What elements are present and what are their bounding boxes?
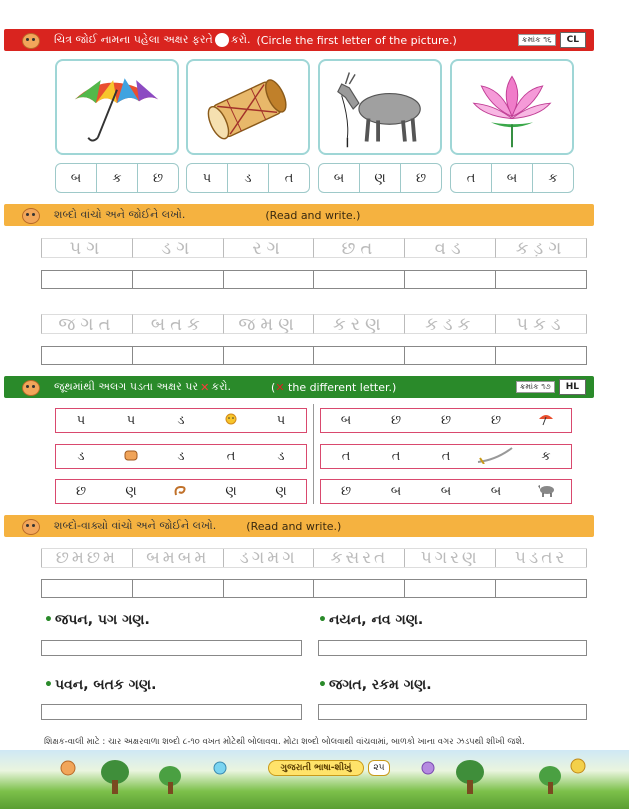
section4-english: (Read and write.) [246,519,342,533]
section2-header [4,204,594,226]
trace-word: જમણ [223,314,314,334]
group-letter[interactable]: છ [440,413,452,428]
landscape-icon [0,750,629,809]
drum-icon [188,61,308,153]
sun-icon [206,411,256,431]
option-letter[interactable]: ડ [228,164,269,192]
group-letter[interactable]: છ [75,484,87,499]
group-letter[interactable]: ડ [277,449,285,464]
group-letter[interactable]: ત [341,449,351,464]
picture-goat [318,59,442,155]
circle-icon [215,33,229,47]
trace-word: કસરત [313,549,404,567]
write-cell[interactable] [314,580,405,597]
letter-group-right-3 [320,479,572,504]
group-letter[interactable]: બ [440,484,452,499]
picture-umbrella [55,59,179,155]
lotus-icon [452,61,572,153]
option-letter[interactable]: ણ [360,164,401,192]
book-tag: ગુજરાતી ભાષા-શીખું [268,760,364,776]
sentence-1: • જપન, પગ ગણ. [44,612,150,628]
letter-group-right-1 [320,408,572,433]
group-letter[interactable]: ડ [177,449,185,464]
umbrella-icon [521,411,571,431]
group-letter[interactable]: ણ [225,484,237,499]
trace-word: રગ [223,238,314,258]
group-letter[interactable]: બ [340,413,352,428]
english-cross: ✕ [275,380,285,394]
section3-header [4,376,594,398]
letter-group-left-2 [55,444,307,469]
trace-word: પકડ [495,314,587,334]
trace-word: પગ [41,238,132,258]
sentence-3: • પવન, બતક ગણ. [44,677,156,693]
group-letter[interactable]: બ [390,484,402,499]
badge-number: ક્રમાંક ૧૭ [516,381,555,393]
option-letter[interactable]: બ [492,164,533,192]
section3-english [271,381,396,394]
badge-code: HL [559,379,586,395]
column-divider [313,404,314,504]
options-lotus [450,163,574,193]
option-letter[interactable]: ત [284,170,294,186]
group-letter[interactable]: ક [541,449,551,464]
group-letter[interactable]: ડ [77,449,85,464]
option-letter[interactable]: ક [548,170,558,186]
sword-icon [471,446,521,468]
mascot-icon [18,377,44,397]
write-cell[interactable] [496,580,586,597]
section1-instruction-end: કરો. [230,33,251,46]
footer-scenery [0,750,629,809]
section4-instruction: શબ્દો-વાક્યો વાંચો અને જોઈને લખો. [54,519,217,532]
group-letter[interactable]: છ [340,484,352,499]
section4-header [4,515,594,537]
trace-word: છમછમ [41,549,132,567]
trace-word-row-1 [41,238,587,258]
option-letter[interactable]: ક [97,164,138,192]
cross-icon: ✕ [200,380,210,394]
option-letter[interactable]: છ [152,170,164,186]
trace-word: ડગ [132,238,223,258]
group-letter[interactable]: ણ [275,484,287,499]
trace-word: પડતર [495,549,587,567]
sentence-write-box-1[interactable] [41,640,302,656]
option-letter[interactable]: પ [187,164,228,192]
group-letter[interactable]: ત [226,449,236,464]
group-letter[interactable]: ત [441,449,451,464]
mascot-icon [18,205,44,225]
write-cell[interactable] [133,271,224,288]
section3-badge [516,378,586,396]
trace-word: બતક [132,314,223,334]
section3-instruction-end: કરો. [211,380,232,393]
sentence-write-box-4[interactable] [318,704,587,720]
write-cell[interactable] [405,347,496,364]
write-row-1[interactable] [41,270,587,289]
write-row-3[interactable] [41,579,587,598]
options-goat [318,163,442,193]
trace-word: વડ [404,238,495,258]
goat-icon [320,61,440,153]
group-letter[interactable]: પ [76,413,86,428]
teacher-note: શિક્ષક-વાલી માટે : ચાર અક્ષરવાળા શબ્દો ૮-૧૦ વખત મોટેથી બોલાવવા. મોટા શબ્દો બોલવાથી વાંચવામાં, બાળકો ખાના વગર ઝડપથી શીખી જશે. [44,737,525,747]
sentence-write-box-2[interactable] [318,640,587,656]
group-letter[interactable]: પ [126,413,136,428]
section3-instruction: જૂથમાંથી અલગ પડતા અક્ષર પર [54,380,199,393]
sentence-write-box-3[interactable] [41,704,302,720]
group-letter[interactable]: ત [391,449,401,464]
write-cell[interactable] [314,347,405,364]
picture-lotus [450,59,574,155]
option-letter[interactable]: છ [415,170,427,186]
umbrella-icon [57,61,177,153]
trace-word-row-3 [41,548,587,568]
trace-word: કડ઼ગ [495,238,587,258]
write-cell[interactable] [42,271,133,288]
snake-icon [156,481,206,503]
english-post: the different letter.) [284,380,397,394]
options-umbrella [55,163,179,193]
trace-word: જગત [41,314,132,334]
group-letter[interactable]: છ [490,413,502,428]
trace-word: બમબમ [132,549,223,567]
hand-icon [106,448,156,466]
goat-icon [521,482,571,502]
sentence-2: • નયન, નવ ગણ. [318,612,423,628]
write-cell[interactable] [224,580,315,597]
trace-word: ડગમગ [223,549,314,567]
write-cell[interactable] [496,271,586,288]
section1-badge [518,31,586,49]
sentence-4: • જગત, રકમ ગણ. [318,677,432,693]
write-cell[interactable] [224,271,315,288]
trace-word: કડક [404,314,495,334]
section1-instruction: ચિત્ર જોઈ નામના પહેલા અક્ષર ફરતે [54,33,213,46]
write-row-2[interactable] [41,346,587,365]
option-letter[interactable]: બ [56,164,97,192]
trace-word: કરણ [313,314,404,334]
group-letter[interactable]: પ [276,413,286,428]
option-letter[interactable]: ત [451,164,492,192]
letter-group-left-3 [55,479,307,504]
badge-code: CL [560,32,586,48]
group-letter[interactable]: ડ [177,413,185,428]
section1-english: (Circle the first letter of the picture.) [256,33,457,47]
write-cell[interactable] [314,271,405,288]
write-cell[interactable] [42,347,133,364]
write-cell[interactable] [224,347,315,364]
group-letter[interactable]: બ [490,484,502,499]
option-letter[interactable]: બ [319,164,360,192]
trace-word: પગરણ [404,549,495,567]
trace-word: છત [313,238,404,258]
trace-word-row-2 [41,314,587,334]
section2-english: (Read and write.) [265,208,361,222]
picture-drum [186,59,310,155]
group-letter[interactable]: છ [390,413,402,428]
mascot-icon [18,516,44,536]
write-cell[interactable] [405,580,496,597]
english-pre: ( [271,380,276,394]
write-cell[interactable] [133,580,224,597]
page-number: ૨૫ [368,760,390,776]
write-cell[interactable] [133,347,224,364]
mascot-icon [18,30,44,50]
section1-header [4,29,594,51]
write-cell[interactable] [496,347,586,364]
options-drum [186,163,310,193]
letter-group-right-2 [320,444,572,469]
section2-instruction: શબ્દો વાંચો અને જોઈને લખો. [54,208,186,221]
group-letter[interactable]: ણ [125,484,137,499]
letter-group-left-1 [55,408,307,433]
write-cell[interactable] [405,271,496,288]
badge-number: ક્રમાંક ૧૬ [518,34,556,46]
write-cell[interactable] [42,580,133,597]
